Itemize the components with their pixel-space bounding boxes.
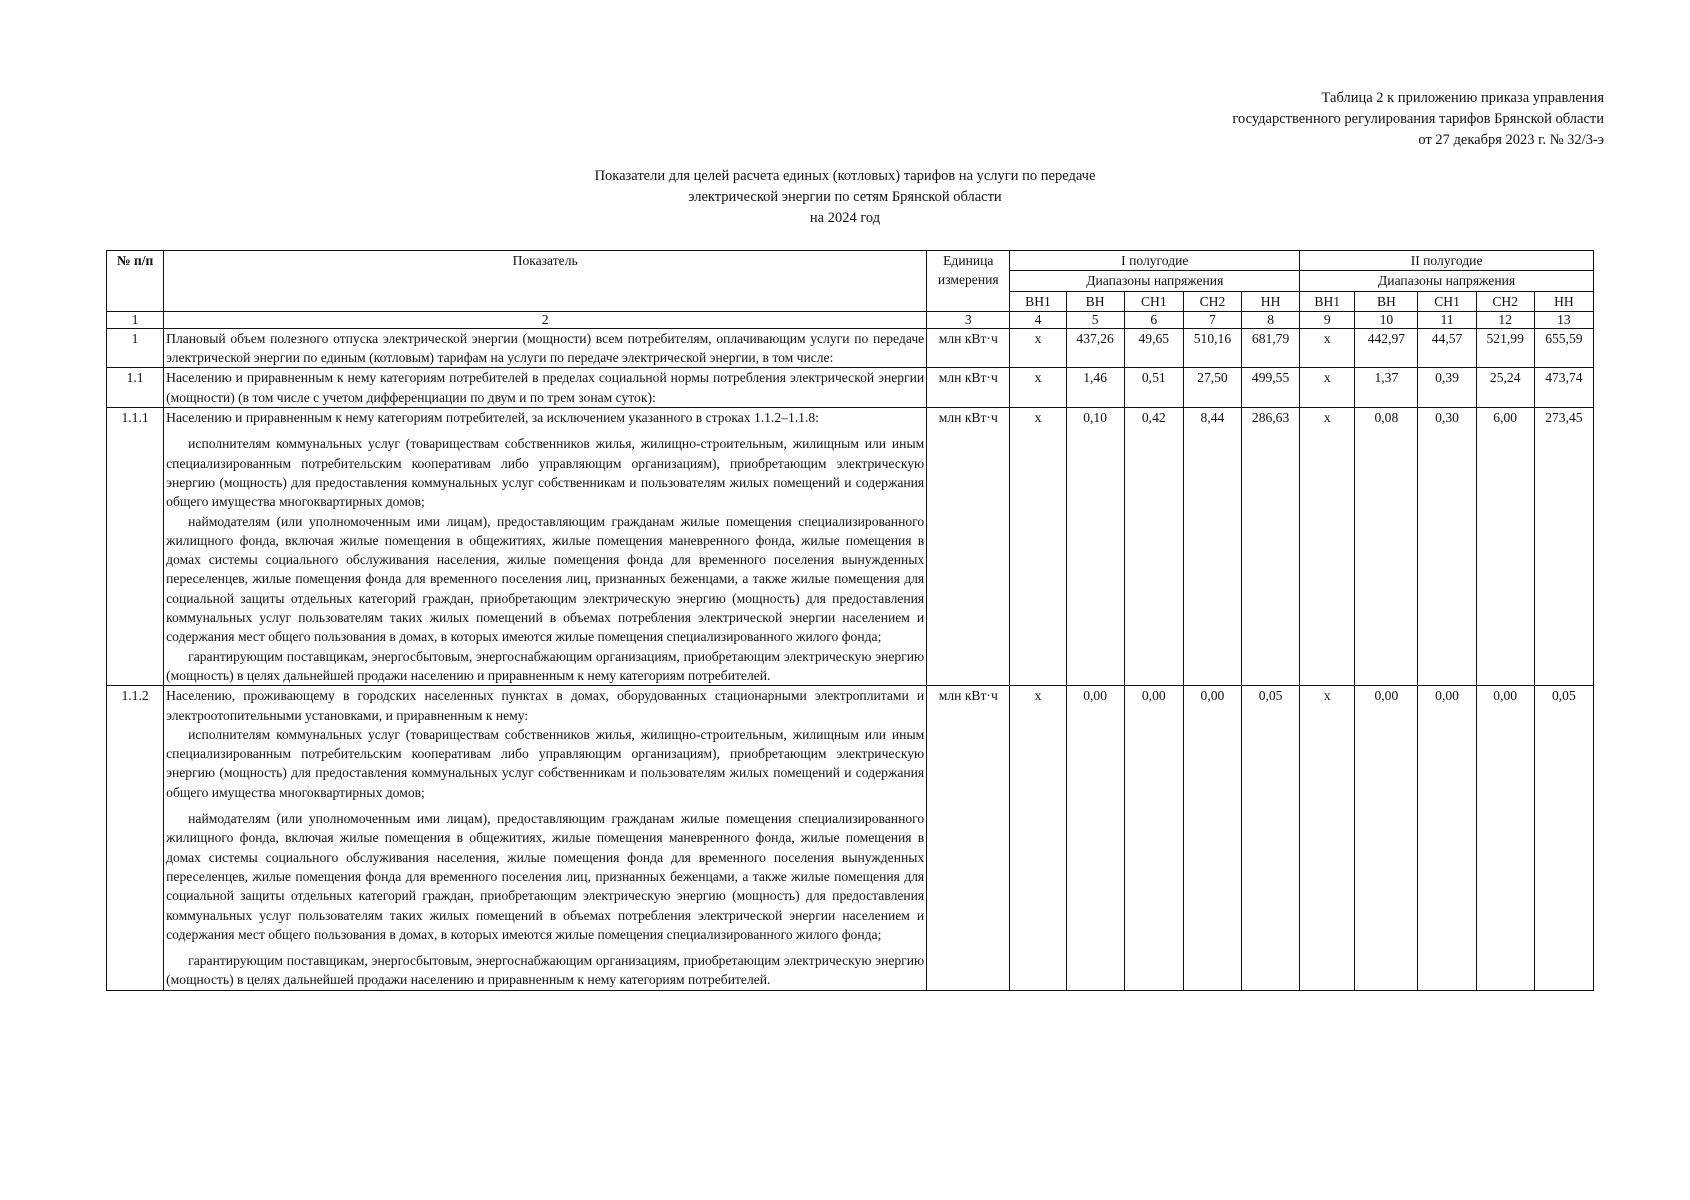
row-value: 473,74 [1534,368,1593,408]
column-number-9: 9 [1300,311,1355,328]
column-number-12: 12 [1476,311,1534,328]
header-no: № п/п [107,251,164,312]
row-value: 0,42 [1124,408,1183,686]
column-number-6: 6 [1124,311,1183,328]
row-value: 44,57 [1418,328,1476,368]
header-level-1-4: СН2 [1183,291,1241,311]
row-value: 442,97 [1355,328,1418,368]
header-level-2-1: ВН1 [1300,291,1355,311]
row-value: х [1300,368,1355,408]
row-value: 27,50 [1183,368,1241,408]
indicator-paragraph: Населению, проживающему в городских населенных пунктах в домах, оборудованных стационарными электроплитами и электроотопительными установками, и приравненным к нему: [166,688,925,723]
row-value: 521,99 [1476,328,1534,368]
row-value: 0,08 [1355,408,1418,686]
order-reference-line1: Таблица 2 к приложению приказа управления [1321,90,1604,106]
row-value: 499,55 [1242,368,1300,408]
title-line2: электрической энергии по сетям Брянской области [688,189,1002,205]
row-unit: млн кВт·ч [927,328,1010,368]
indicator-paragraph: Населению и приравненным к нему категориям потребителей в пределах социальной нормы потребления электрической энергии (мощности) (в том числе с учетом дифференциации по двум и по трем зонам суток): [166,370,925,405]
indicator-paragraph: Плановый объем полезного отпуска электрической энергии (мощности) всем потребителям, оплачивающим услуги по передаче электрической энергии по единым (котловым) тарифам на услуги по передаче электрической энергии, в том числе: [166,330,925,366]
row-number: 1.1.1 [107,408,164,686]
column-number-13: 13 [1534,311,1593,328]
row-value: 25,24 [1476,368,1534,408]
header-level-1-1: ВН1 [1010,291,1066,311]
row-value: 510,16 [1183,328,1241,368]
column-number-4: 4 [1010,311,1066,328]
row-value: 1,46 [1066,368,1124,408]
table-row [107,408,1594,686]
row-value: 0,00 [1124,686,1183,990]
row-value: 49,65 [1124,328,1183,368]
column-number-7: 7 [1183,311,1241,328]
row-indicator [164,368,927,408]
row-value: 8,44 [1183,408,1241,686]
table-row [107,368,1594,408]
row-value: 0,05 [1242,686,1300,990]
column-number-11: 11 [1418,311,1476,328]
header-half1: I полугодие [1010,251,1300,271]
header-unit-line2: измерения [937,272,999,288]
table-row [107,686,1594,990]
column-number-1: 1 [107,311,164,328]
header-ranges-half1: Диапазоны напряжения [1010,271,1300,291]
header-level-1-2: ВН [1066,291,1124,311]
row-value: 0,00 [1183,686,1241,990]
indicator-paragraph: наймодателям (или уполномоченным ими лицам), предоставляющим гражданам жилые помещения специализированного жилищного фонда, включая жилые помещения в общежитиях, жилые помещения маневренного фонда, жилые помещения в домах системы социального обслуживания населения, жилые помещения фонда для временного поселения вынужденных переселенцев, жилые помещения фонда для временного поселения лиц, признанных беженцами, а также жилые помещения для социальной защиты отдельных категорий граждан, приобретающим электрическую энергию (мощность) для предоставления коммунальных услуг пользователям таких жилых помещений в объемах потребления электрической энергии населением и содержания мест общего пользования в домах, в которых имеются жилые помещения специализированного жилого фонда; [166,513,925,645]
indicator-paragraph: наймодателям (или уполномоченным ими лицам), предоставляющим гражданам жилые помещения специализированного жилищного фонда, включая жилые помещения в общежитиях, жилые помещения маневренного фонда, жилые помещения в домах системы социального обслуживания населения, жилые помещения фонда для временного поселения вынужденных переселенцев, жилые помещения фонда для временного поселения лиц, признанных беженцами, а также жилые помещения для социальной защиты отдельных категорий граждан, приобретающим электрическую энергию (мощность) для предоставления коммунальных услуг пользователям таких жилых помещений в объемах потребления электрической энергии населением и содержания мест общего пользования в домах, в которых имеются жилые помещения специализированного жилого фонда; [166,811,925,942]
title-line3: на 2024 год [809,210,881,226]
order-reference [1232,88,1604,151]
document-title [0,166,1690,229]
row-number: 1.1 [107,368,164,408]
row-value: 0,10 [1066,408,1124,686]
row-value: 681,79 [1242,328,1300,368]
row-value: 0,00 [1066,686,1124,990]
row-value: 437,26 [1066,328,1124,368]
row-value: х [1010,686,1066,990]
row-value: 0,00 [1355,686,1418,990]
row-value: 273,45 [1534,408,1593,686]
order-reference-line3: от 27 декабря 2023 г. № 32/3-э [1418,132,1604,148]
indicator-paragraph: гарантирующим поставщикам, энергосбытовым, энергоснабжающим организациям, приобретающим электрическую энергию (мощность) в целях дальнейшей продажи населению и приравненным к нему категориям потребителей. [166,648,925,683]
row-value: 6,00 [1476,408,1534,686]
row-value: 0,00 [1418,686,1476,990]
row-unit: млн кВт·ч [927,368,1010,408]
row-value: х [1300,328,1355,368]
indicator-paragraph: гарантирующим поставщикам, энергосбытовым, энергоснабжающим организациям, приобретающим электрическую энергию (мощность) в целях дальнейшей продажи населению и приравненным к нему категориям потребителей. [166,953,925,988]
row-value: 0,00 [1476,686,1534,990]
row-value: х [1300,408,1355,686]
row-value: х [1010,328,1066,368]
column-number-2: 2 [164,311,927,328]
row-value: х [1010,408,1066,686]
header-level-2-4: СН2 [1476,291,1534,311]
indicator-paragraph: исполнителям коммунальных услуг (товариществам собственников жилья, жилищно-строительным, жилищным или иным специализированным потребительским кооперативам либо управляющим организациям), приобретающим электрическую энергию (мощность) для предоставления коммунальных услуг собственникам и пользователям жилых помещений и содержания общего имущества многоквартирных домов; [166,436,925,510]
row-indicator [164,686,927,990]
header-unit-line1: Единица [943,253,994,268]
header-ranges-half2: Диапазоны напряжения [1300,271,1594,291]
column-number-5: 5 [1066,311,1124,328]
indicator-paragraph: Населению и приравненным к нему категориям потребителей, за исключением указанного в строках 1.1.2–1.1.8: [166,410,819,426]
indicators-table [106,250,1594,991]
row-unit: млн кВт·ч [927,408,1010,686]
row-value: х [1300,686,1355,990]
row-indicator [164,328,927,368]
table-row [107,328,1594,368]
column-number-3: 3 [927,311,1010,328]
column-number-10: 10 [1355,311,1418,328]
header-level-1-5: НН [1242,291,1300,311]
row-value: 0,30 [1418,408,1476,686]
row-value: 1,37 [1355,368,1418,408]
order-reference-line2: государственного регулирования тарифов Брянской области [1232,111,1604,127]
row-number: 1.1.2 [107,686,164,990]
header-half2: II полугодие [1300,251,1594,271]
column-number-8: 8 [1242,311,1300,328]
row-value: 0,51 [1124,368,1183,408]
row-value: 0,39 [1418,368,1476,408]
row-value: 655,59 [1534,328,1593,368]
row-indicator [164,408,927,686]
row-value: х [1010,368,1066,408]
header-unit [927,251,1010,312]
row-number: 1 [107,328,164,368]
title-line1: Показатели для целей расчета единых (котловых) тарифов на услуги по передаче [594,168,1096,184]
header-level-2-5: НН [1534,291,1593,311]
row-value: 0,05 [1534,686,1593,990]
header-level-1-3: СН1 [1124,291,1183,311]
row-value: 286,63 [1242,408,1300,686]
row-unit: млн кВт·ч [927,686,1010,990]
header-level-2-3: СН1 [1418,291,1476,311]
header-indicator: Показатель [164,251,927,312]
indicator-paragraph: исполнителям коммунальных услуг (товариществам собственников жилья, жилищно-строительным, жилищным или иным специализированным потребительским кооперативам либо управляющим организациям), приобретающим электрическую энергию (мощность) для предоставления коммунальных услуг собственникам и пользователям жилых помещений и содержания общего имущества многоквартирных домов; [166,726,925,800]
header-level-2-2: ВН [1355,291,1418,311]
